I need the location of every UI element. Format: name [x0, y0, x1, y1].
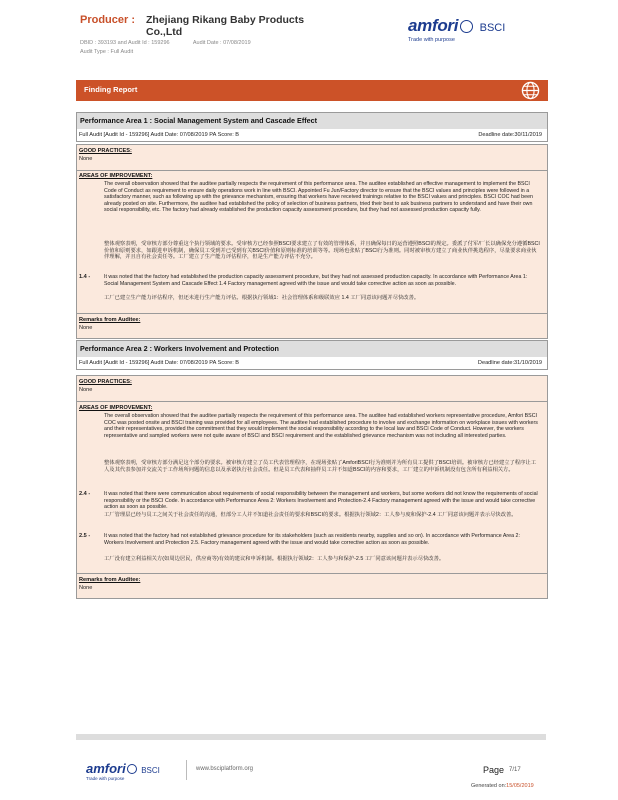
finding-text-zh: 工厂没有建立利益相关方(如周边居民，供应商等)有效的建议和申诉机制。根据执行领域2：工人参与和保护-2.5 工厂同意该问题并表示尽快改善。 [104, 556, 445, 562]
footer-url-link[interactable]: www.bsciplatform.org [196, 766, 254, 772]
finding-report-bar [76, 80, 548, 101]
footer-divider-bar [76, 734, 546, 740]
audit-type-text: Audit Type : Full Audit [80, 49, 134, 55]
logo-tagline: Trade with purpose [408, 37, 455, 43]
good-practices-section [76, 144, 548, 171]
footer-amfori-logo [86, 760, 176, 784]
finding-text-zh: 工厂管理层已经与员工之间关于社会责任的沟通，但部分工人并不知道社会责任的要求和BSCI的要求。根据执行领域2：工人参与度和保护-2.4 工厂同意该问题并表示尽快改善。 [104, 512, 517, 518]
good-practices-value: None [79, 387, 93, 393]
areas-of-improvement-label: AREAS OF IMPROVEMENT: [79, 405, 153, 411]
footer-logo-circle-icon [127, 764, 137, 774]
audit-date-text: Audit Date : 07/08/2019 [192, 40, 251, 46]
finding-report-title: Finding Report [84, 85, 138, 94]
globe-icon [521, 81, 540, 100]
performance-area-1-title: Performance Area 1 : Social Management System and Cascade Effect [80, 116, 318, 125]
remarks-section [76, 573, 548, 599]
good-practices-label: GOOD PRACTICES: [79, 148, 132, 154]
good-practices-label: GOOD PRACTICES: [79, 379, 132, 385]
remarks-label: Remarks from Auditee: [79, 577, 141, 583]
footer-logo-brand: amfori [86, 761, 126, 776]
dbid-text: DBID : 393193 and Audit Id : 159296 [80, 40, 170, 46]
deadline-date: Deadline date:30/11/2019 [478, 132, 542, 138]
audit-info-text: Full Audit [Audit Id - 159296] Audit Date: 07/08/2019 PA Score: B [79, 360, 240, 366]
logo-bsci: BSCI [479, 22, 506, 34]
areas-of-improvement-label: AREAS OF IMPROVEMENT: [79, 173, 153, 179]
finding-text-en: It was noted that the factory had established the production capacity assessment procedure, but they had not assessed production capacity. In accordance with Performance Area 1: Social Management System and Cascade Effect 1.4 Factory management agreed with the issue and would take corrective action as soon as possible. [104, 274, 528, 287]
page-number: 7/17 [509, 767, 521, 773]
overall-observation-en: The overall observation showed that the auditee partially respects the requirement of this performance area. The auditee established an effective management to implement the BSCI Code of Conduct as requirement to ensure daily operations work in line with BSCI. Appointed Fu Jun/Factory director to ensure that the BSCI values and principles were followed in a satisfactory manner, such as following up with the grievance mechanism, ensuring that workers have received trainings relative to the BSCI values and principles. BSCI COC had been already posted on site. Furthermore, the auditee had established the policy of selection of business partners, tried their best to ask business partners to understand and have their own social responsibility, etc. The factory had already established the production capacity assessment procedure, but they had not assessed production capacity fully. [104, 181, 533, 214]
finding-number: 2.4 - [79, 491, 91, 497]
footer-logo-bsci: BSCI [141, 766, 160, 775]
good-practices-value: None [79, 156, 93, 162]
logo-circle-icon [460, 20, 473, 33]
finding-text-zh: 工厂已建立生产能力评估程序，但还未进行生产能力评估。根据执行领域1：社会管理体系和级联效应 1.4 工厂同意该问题并尽快改善。 [104, 295, 420, 301]
finding-number: 2.5 - [79, 533, 91, 539]
overall-observation-en: The overall observation showed that the auditee partially respects the requirement of this performance area. The auditee had established workers representative procedure, Amfori BSCI COC was posted onsite and BSCI training was provided for all employees. The auditee had established procedure to involve and exchange information on workplace issues with workers and their representatives, provided the commitment that they would implement the social responsibility according to the local law and BSCI Code of Conduct. However, the workers representative and sampled workers were not quite aware of BSCI and BSCI requirement and the established grievance mechanism was not including all interested parties. [104, 413, 538, 439]
producer-name: Zhejiang Rikang Baby Products Co.,Ltd [146, 14, 305, 38]
overall-observation-zh: 整体观察表明，受审核方部分尊重这个执行领域的要求。受审核方已经参照BSCI要求建立了有效的管理体系，并且确保每日的运营遵照BSCI的规定。委派了付军/厂长以确保充分遵循BSCI价值和原则要求，如跟进申诉机制，确保员工受到并已受到有关BSCI价值和原则标准的培训等等。现场也张贴了BSCI行为准则。同时被审核方建立了商业伙伴挑选程序，尽量要求商业伙伴理解，并且自有社会责任等。工厂建立了生产能力评估程序，但是生产能力评估不充分。 [104, 241, 540, 261]
logo-brand: amfori [408, 16, 459, 35]
finding-text-en: It was noted that the factory had not established grievance procedure for its stakeholders (such as residents nearby, supplies and so on). In accordance with Performance Area 2: Workers Involvement and Protection 2.5. Factory management agreed with the issue and would take corrective action as soon as possible. [104, 533, 520, 546]
good-practices-section [76, 375, 548, 402]
deadline-date: Deadline date:31/10/2019 [477, 360, 542, 366]
audit-info-text: Full Audit [Audit Id - 159296] Audit Date: 07/08/2019 PA Score: B [79, 132, 240, 138]
finding-text-en: It was noted that there were communication about requirements of social responsibility between the management and workers, but some workers did not know the requirements of social responsibility or the BSCI Code. In accordance with Performance Area 2: Workers Involvement and Protection-2.4 Factory management agreed with the issue and would take corrective action as soon as possible. [104, 491, 538, 511]
generated-label: Generated on: [471, 783, 507, 789]
producer-label: Producer : [80, 14, 136, 26]
generated-on [471, 783, 534, 789]
footer-separator [186, 760, 187, 780]
remarks-label: Remarks from Auditee: [79, 317, 141, 323]
page-label: Page [483, 765, 505, 775]
remarks-section [76, 313, 548, 339]
finding-number: 1.4 - [79, 274, 91, 280]
footer-logo-tagline: Trade with purpose [86, 776, 125, 781]
remarks-value: None [79, 325, 93, 331]
remarks-value: None [79, 585, 93, 591]
performance-area-2-title: Performance Area 2 : Workers Involvement and Protection [80, 344, 279, 353]
overall-observation-zh: 整体观察表明，受审核方部分满足这个部分的要求。被审核方建立了员工代表管理程序，在现场张贴了AmforiBSCI行为准则并为所有员工提供了BSCI培训。被审核方已经建立了程序让工人及其代表参加并交流关于工作场所问题的信息以及承诺执行社会责任。但是员工代表和抽样员工并不知道BSCI的内容和要求，工厂建立的申诉机制没有包含所有利益相关方。 [104, 460, 537, 473]
generated-date: 15/05/2019 [506, 783, 534, 789]
amfori-logo [408, 16, 518, 46]
audit-meta [80, 40, 273, 46]
